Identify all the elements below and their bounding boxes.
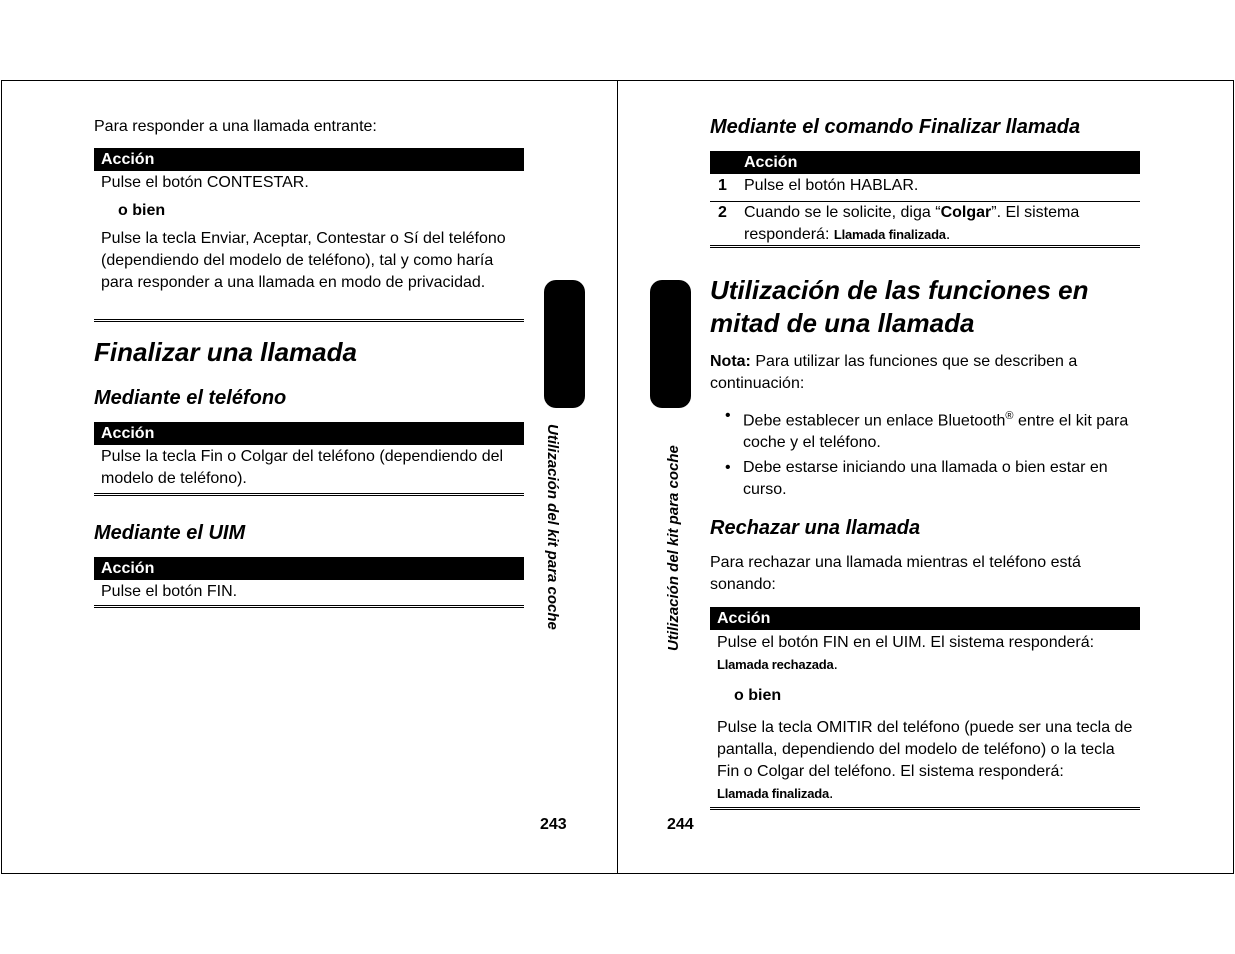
- subheading-uim: Mediante el UIM: [94, 522, 246, 544]
- spoken-command: Colgar: [940, 204, 992, 221]
- heading-line: Utilización de las funciones en: [710, 275, 1089, 305]
- page-number: 244: [667, 816, 694, 833]
- bullet-item: [743, 405, 1133, 454]
- note: [710, 351, 1130, 395]
- side-label: Utilización del kit para coche: [665, 445, 682, 651]
- step-text: Pulse el botón FIN en el UIM. El sistema responderá:: [717, 634, 1095, 651]
- step-text: Pulse la tecla OMITIR del teléfono (puede ser una tecla de pantalla, dependiendo del modelo de teléfono) o la tecla Fin o Colgar del teléfono. El sistema responderá:: [717, 719, 1133, 780]
- subheading-voice-command: Mediante el comando Finalizar llamada: [710, 116, 1081, 138]
- reject-step-1: [717, 632, 1137, 676]
- answer-step-1: Pulse el botón CONTESTAR.: [101, 174, 309, 191]
- table-end-rule: [94, 605, 524, 608]
- phone-table-header: Acción: [94, 422, 524, 445]
- display-message: Llamada finalizada: [833, 227, 946, 242]
- side-label: Utilización del kit para coche: [544, 424, 561, 630]
- bullet-icon: •: [725, 407, 731, 424]
- reject-table-header: Acción: [710, 607, 1140, 630]
- registered-mark: ®: [1005, 410, 1014, 422]
- reject-intro: Para rechazar una llamada mientras el teléfono está sonando:: [710, 554, 1081, 593]
- step-text: responderá:: [744, 226, 834, 243]
- chapter-tab: [650, 280, 691, 408]
- step-text: .: [833, 656, 838, 673]
- bullet-item: Debe estarse iniciando una llamada o bien estar en curso.: [743, 459, 1108, 498]
- bullet-text: Debe establecer un enlace Bluetooth: [743, 412, 1006, 430]
- subheading-phone: Mediante el teléfono: [94, 387, 287, 409]
- step-text: .: [945, 226, 951, 243]
- phone-step: Pulse la tecla Fin o Colgar del teléfono (dependiendo del modelo de teléfono).: [101, 448, 504, 487]
- table-end-rule: [710, 245, 1140, 248]
- step-number: 2: [718, 204, 727, 221]
- page-number: 243: [540, 816, 567, 833]
- page-divider: [617, 80, 618, 874]
- display-message: Llamada finalizada: [717, 786, 829, 801]
- or-label: o bien: [118, 202, 166, 219]
- command-table-header: Acción: [710, 151, 1140, 174]
- chapter-tab: [544, 280, 585, 408]
- step-text: .: [829, 785, 834, 802]
- heading-line: mitad de una llamada: [710, 308, 975, 338]
- or-label: o bien: [734, 687, 782, 704]
- bullet-text: entre el kit para coche y el teléfono.: [743, 412, 1129, 452]
- answer-intro: Para responder a una llamada entrante:: [94, 118, 377, 135]
- note-text: Para utilizar las funciones que se describen a continuación:: [710, 353, 1078, 392]
- table-end-rule: [94, 493, 524, 496]
- command-step-1: Pulse el botón HABLAR.: [744, 177, 919, 194]
- note-label: Nota:: [710, 353, 751, 370]
- reject-step-2: [717, 717, 1137, 805]
- step-number: 1: [718, 177, 727, 194]
- table-end-rule: [710, 807, 1140, 810]
- table-end-rule: [94, 319, 524, 322]
- subheading-reject: Rechazar una llamada: [710, 517, 921, 539]
- uim-table-header: Acción: [94, 557, 524, 580]
- answer-table-header: Acción: [94, 148, 524, 171]
- uim-step: Pulse el botón FIN.: [101, 583, 238, 600]
- section-heading-end-call: Finalizar una llamada: [94, 337, 357, 367]
- bullet-icon: •: [725, 459, 731, 476]
- command-step-2: [744, 202, 1134, 246]
- step-text: Cuando se le solicite, diga “: [744, 204, 941, 221]
- step-text: ”. El sistema: [991, 204, 1080, 221]
- section-heading-mid-call: [710, 274, 1089, 340]
- display-message: Llamada rechazada: [717, 657, 834, 672]
- answer-step-2: Pulse la tecla Enviar, Aceptar, Contestar o Sí del teléfono (dependiendo del modelo de teléfono), tal y como haría para responder a una llamada en modo de privacidad.: [101, 230, 506, 291]
